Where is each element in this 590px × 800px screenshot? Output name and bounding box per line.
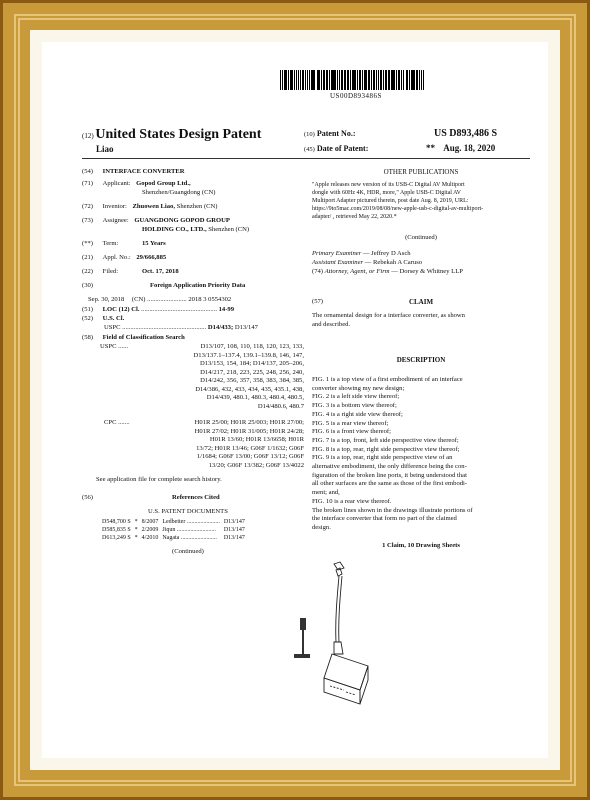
ref-class: D13/147	[223, 519, 245, 525]
field-30	[82, 282, 93, 291]
uspc-dots: ...................................................	[122, 324, 207, 331]
field-search-label: Field of Classification Search	[102, 334, 185, 341]
attorney-name: — Dorsey & Whitney LLP	[391, 268, 463, 275]
claim-line: and described.	[312, 320, 351, 328]
cpc-line: H01R 27/02; H01R 31/005; H01R 24/28;	[194, 427, 304, 435]
ref-date: 4/2010	[141, 534, 159, 541]
assistant-examiner	[312, 259, 422, 268]
barcode-bar	[280, 70, 281, 90]
barcode-bar	[347, 70, 349, 90]
references-continued: (Continued)	[172, 548, 204, 555]
cpc-line: H01R 13/60; H01R 13/6658; H01R	[209, 436, 304, 444]
assistant-examiner-label: Assistant Examiner	[312, 259, 364, 266]
loc-dots: ..............................................	[141, 306, 217, 313]
inventor-name: Zhuowen Liao,	[132, 203, 175, 210]
description-line: design.	[312, 523, 331, 531]
description-text	[312, 376, 530, 533]
field-72	[82, 203, 218, 212]
other-publications	[312, 181, 530, 221]
description-line: FIG. 3 is a bottom view thereof;	[312, 402, 397, 410]
ref-name: Ledbetter	[162, 519, 186, 525]
table-row	[100, 519, 247, 527]
field-73	[82, 217, 230, 226]
barcode-bar	[311, 70, 314, 90]
patent-document	[60, 70, 530, 740]
uspc-search-line: D13/137.1–137.4, 139.1–139.8, 146, 147,	[193, 351, 304, 359]
attorney-label: Attorney, Agent, or Firm	[324, 268, 390, 275]
table-row	[100, 535, 247, 543]
claim-text	[312, 312, 530, 329]
barcode-bar	[307, 70, 308, 90]
cpc-line: 13/72; H01R 13/46; G06F 1/1632; G06F	[196, 444, 304, 452]
assignee-name-1: GUANGDONG GOPOD GROUP	[134, 217, 230, 224]
interface-converter-drawing	[240, 558, 440, 708]
barcode-bar	[284, 70, 286, 90]
uspc-value-1: D14/433;	[207, 324, 234, 331]
field-56	[82, 494, 93, 503]
tag-22: (22)	[82, 268, 93, 275]
description-line: FIG. 6 is a front view thereof;	[312, 428, 391, 436]
description-line: figuration of the broken line ports, it being understood that	[312, 471, 467, 479]
assistant-examiner-name: — Rebekah A Caruso	[364, 259, 423, 266]
field-52	[82, 315, 124, 324]
patent-number-row	[304, 129, 356, 139]
ref-name: Jiqun	[162, 526, 176, 533]
barcode-bar	[327, 70, 328, 90]
tag-51: (51)	[82, 306, 93, 313]
description-title: DESCRIPTION	[396, 356, 446, 364]
barcode-bar	[423, 70, 425, 90]
priority-country: (CN)	[131, 296, 146, 303]
barcode-bar	[362, 70, 363, 90]
references-table	[100, 519, 247, 542]
priority-number: 2018 3 0554302	[188, 296, 232, 303]
uspc-search-line: D14/439, 480.1, 480.3, 480.4, 480.5,	[206, 394, 304, 402]
patent-number: US D893,486 S	[434, 128, 498, 139]
loc-value: 14-99	[218, 306, 235, 313]
us-cl-label: U.S. Cl.	[102, 315, 125, 322]
description-line: FIG. 9 is a top, rear, right side perspective view of an	[312, 454, 453, 462]
tag-45: (45)	[304, 146, 315, 153]
primary-examiner	[312, 250, 411, 259]
uspc-search-line: D13/153, 154, 184; D14/137, 205–206,	[199, 360, 304, 368]
tag-58: (58)	[82, 334, 93, 341]
barcode-bar	[314, 70, 315, 90]
barcode-bar	[411, 70, 414, 90]
ref-number: D585,835 S	[102, 526, 131, 533]
tag-10: (10)	[304, 131, 315, 138]
ref-dots: ......................	[186, 519, 220, 525]
claim-line: The ornamental design for a interface converter, as shown	[312, 312, 465, 319]
barcode-bar	[355, 70, 356, 90]
date-of-patent	[426, 143, 495, 155]
description-line: converter showing my new design;	[312, 384, 405, 392]
us-patent-docs: U.S. PATENT DOCUMENTS	[148, 508, 228, 515]
field-51	[82, 306, 234, 315]
uspc-value-2: D13/147	[234, 324, 258, 331]
barcode-bar	[296, 70, 298, 90]
filed-label: Filed:	[102, 268, 119, 275]
field-term	[82, 240, 118, 249]
ref-class: D13/147	[223, 534, 245, 541]
priority-date: Sep. 30, 2018	[88, 296, 125, 303]
filed-date: Oct. 17, 2018	[142, 268, 179, 275]
priority-row	[88, 296, 231, 305]
cpc-list	[120, 419, 304, 470]
term-label: Term:	[102, 240, 119, 247]
barcode-bar	[396, 70, 397, 90]
uspc-search-list	[120, 343, 304, 412]
uspc-search-line: D14/480.6, 480.7	[257, 402, 304, 410]
applicant-label: Applicant:	[102, 180, 131, 187]
barcode-bar	[321, 70, 322, 90]
ref-date: 2/2009	[141, 526, 159, 533]
publications-continued: (Continued)	[405, 234, 437, 241]
uspc-search-line: D14/242, 356, 357, 358, 383, 384, 385,	[200, 377, 304, 385]
barcode-bar	[388, 70, 390, 90]
publication-line: adapter/ , retrieved May 22, 2020.*	[312, 214, 397, 221]
description-line: all other surfaces are the same as those of the first embodi-	[312, 480, 468, 488]
priority-title: Foreign Application Priority Data	[150, 282, 246, 289]
uspc-label: USPC	[104, 324, 121, 331]
patent-type-title: United States Design Patent	[95, 127, 262, 142]
uspc-row	[104, 324, 258, 333]
inventor-label: Inventor:	[102, 203, 127, 210]
description-line: FIG. 8 is a top, rear, right side perspective view thereof;	[312, 445, 460, 453]
inventor-address: Shenzhen (CN)	[176, 203, 218, 210]
uspc-search-line: D14/386, 432, 433, 434, 435, 435.1, 438,	[195, 385, 304, 393]
ref-number: D548,700 S	[102, 519, 131, 525]
barcode-graphic	[280, 70, 440, 90]
ref-number: D613,249 S	[102, 534, 131, 541]
barcode-bar	[290, 70, 293, 90]
assignee-line-2	[142, 226, 249, 235]
publication-line: https://9to5mac.com/2019/08/08/new-apple-usb-c-digital-av-multiport-	[312, 206, 484, 213]
field-21	[82, 254, 166, 263]
description-line: FIG. 7 is a top, front, left side perspective view thereof;	[312, 436, 459, 444]
claim-title: CLAIM	[408, 298, 434, 306]
cpc-label: CPC .......	[104, 419, 130, 426]
date-mark: **	[426, 143, 435, 153]
barcode-bar	[409, 70, 410, 90]
ref-star: *	[134, 534, 138, 541]
primary-examiner-label: Primary Examiner	[312, 250, 362, 257]
barcode-bar	[398, 70, 400, 90]
field-54	[82, 168, 185, 177]
barcode-bar	[373, 70, 376, 90]
ref-name: Nagata	[162, 534, 180, 541]
cpc-line: H01R 25/00; H01R 25/003; H01R 27/00;	[194, 419, 304, 426]
loc-label: LOC (12) Cl.	[102, 306, 140, 313]
tag-74: (74)	[312, 268, 323, 275]
claims-count: 1 Claim, 10 Drawing Sheets	[382, 542, 460, 549]
tag-72: (72)	[82, 203, 93, 210]
term-value: 15 Years	[142, 240, 166, 247]
uspc-search-line: D14/217, 218, 223, 225, 248, 256, 240,	[200, 368, 304, 376]
appl-no: 29/666,885	[136, 254, 167, 261]
tag-30: (30)	[82, 282, 93, 289]
barcode-bar	[302, 70, 304, 90]
description-line: FIG. 5 is a rear view thereof;	[312, 419, 389, 427]
field-71	[82, 180, 191, 189]
description-line: FIG. 1 is a top view of a first embodiment of an interface	[312, 376, 463, 383]
ref-name-cell	[160, 527, 222, 535]
references-title: References Cited	[172, 494, 220, 501]
barcode-bar	[318, 70, 320, 90]
invention-title: INTERFACE CONVERTER	[102, 168, 185, 175]
description-line: FIG. 10 is a rear view thereof.	[312, 497, 392, 505]
uspc-search-line: D13/107, 108, 110, 118, 120, 123, 133,	[200, 343, 304, 350]
uspc-search-label: USPC ......	[100, 343, 129, 350]
publication-line: dongle with 60Hz 4K, HDR, more," Apple USB-C Digital AV	[312, 190, 462, 197]
publication-line: "Apple releases new version of its USB-C Digital AV Multiport	[312, 182, 465, 188]
tag-12: (12)	[82, 132, 94, 140]
ref-name-cell	[160, 535, 222, 543]
tag-term: (**)	[82, 240, 93, 247]
barcode-bar	[383, 70, 384, 90]
description-line: The broken lines shown in the drawings illustrate portions of	[312, 506, 473, 514]
assignee-name-2: HOLDING CO., LTD.,	[142, 226, 207, 233]
date-of-patent-row	[304, 144, 368, 154]
tag-57: (57)	[312, 298, 323, 305]
cpc-line: 1/1684; G06F 13/00; G06F 13/12; G06F	[196, 453, 304, 461]
applicant-name: Gopod Group Ltd.,	[136, 180, 191, 187]
see-application: See application file for complete search history.	[96, 476, 222, 483]
barcode-bar	[365, 70, 367, 90]
barcode-bar	[334, 70, 336, 90]
tag-56: (56)	[82, 494, 93, 501]
description-line: FIG. 2 is a left side view thereof;	[312, 393, 400, 401]
header-rule	[82, 158, 530, 159]
tag-21: (21)	[82, 254, 93, 261]
ref-dots: ........................	[180, 534, 217, 541]
barcode-bar	[403, 70, 405, 90]
cpc-line: 13/20; G06F 13/382; G06F 13/4022	[208, 461, 304, 469]
tag-73: (73)	[82, 217, 93, 224]
barcode-bar	[305, 70, 307, 90]
patent-no-label: Patent No.:	[316, 129, 356, 138]
barcode-number: US00D893486S	[330, 92, 382, 100]
barcode-bar	[294, 70, 295, 90]
tag-71: (71)	[82, 180, 93, 187]
table-row	[100, 527, 247, 535]
other-publications-title: OTHER PUBLICATIONS	[383, 168, 459, 176]
field-22	[82, 268, 118, 277]
description-line: the interface converter that form no part of the claimed	[312, 515, 457, 523]
field-74	[312, 268, 463, 277]
barcode-bar	[323, 70, 325, 90]
barcode-bar	[391, 70, 394, 90]
ref-star: *	[134, 519, 138, 525]
barcode-bar	[331, 70, 334, 90]
description-line: ment; and,	[312, 489, 340, 497]
header-left	[82, 126, 261, 144]
ref-class: D13/147	[223, 526, 245, 533]
ref-date: 8/2007	[141, 519, 159, 525]
barcode-bar	[341, 70, 343, 90]
publication-line: Multiport Adapter pictured therein, post date Aug. 8, 2019, URL:	[312, 198, 469, 205]
appl-no-label: Appl. No.:	[102, 254, 131, 261]
date-value: Aug. 18, 2020	[443, 143, 496, 153]
inventor-surname: Liao	[96, 144, 114, 154]
ref-star: *	[134, 526, 138, 533]
tag-54: (54)	[82, 168, 93, 175]
barcode-bar	[359, 70, 361, 90]
barcode-bar	[368, 70, 370, 90]
barcode-bar	[286, 70, 287, 90]
assignee-address: Shenzhen (CN)	[208, 226, 250, 233]
description-line: FIG. 4 is a right side view thereof;	[312, 410, 403, 418]
barcode-bar	[352, 70, 355, 90]
barcode-bar	[416, 70, 418, 90]
primary-examiner-name: — Jeffrey D Asch	[362, 250, 411, 257]
priority-dots: ........................	[147, 296, 187, 303]
barcode-bar	[300, 70, 301, 90]
applicant-address: Shenzhen/Guangdong (CN)	[142, 189, 216, 196]
date-label: Date of Patent:	[316, 144, 369, 153]
description-line: alternative embodiment, the only difference being the con-	[312, 463, 467, 471]
ref-dots: ..........................	[176, 526, 216, 533]
barcode-bar	[376, 70, 377, 90]
field-58	[82, 334, 185, 343]
barcode-bar	[380, 70, 382, 90]
tag-52: (52)	[82, 315, 93, 322]
assignee-label: Assignee:	[102, 217, 129, 224]
ref-name-cell	[160, 519, 222, 527]
